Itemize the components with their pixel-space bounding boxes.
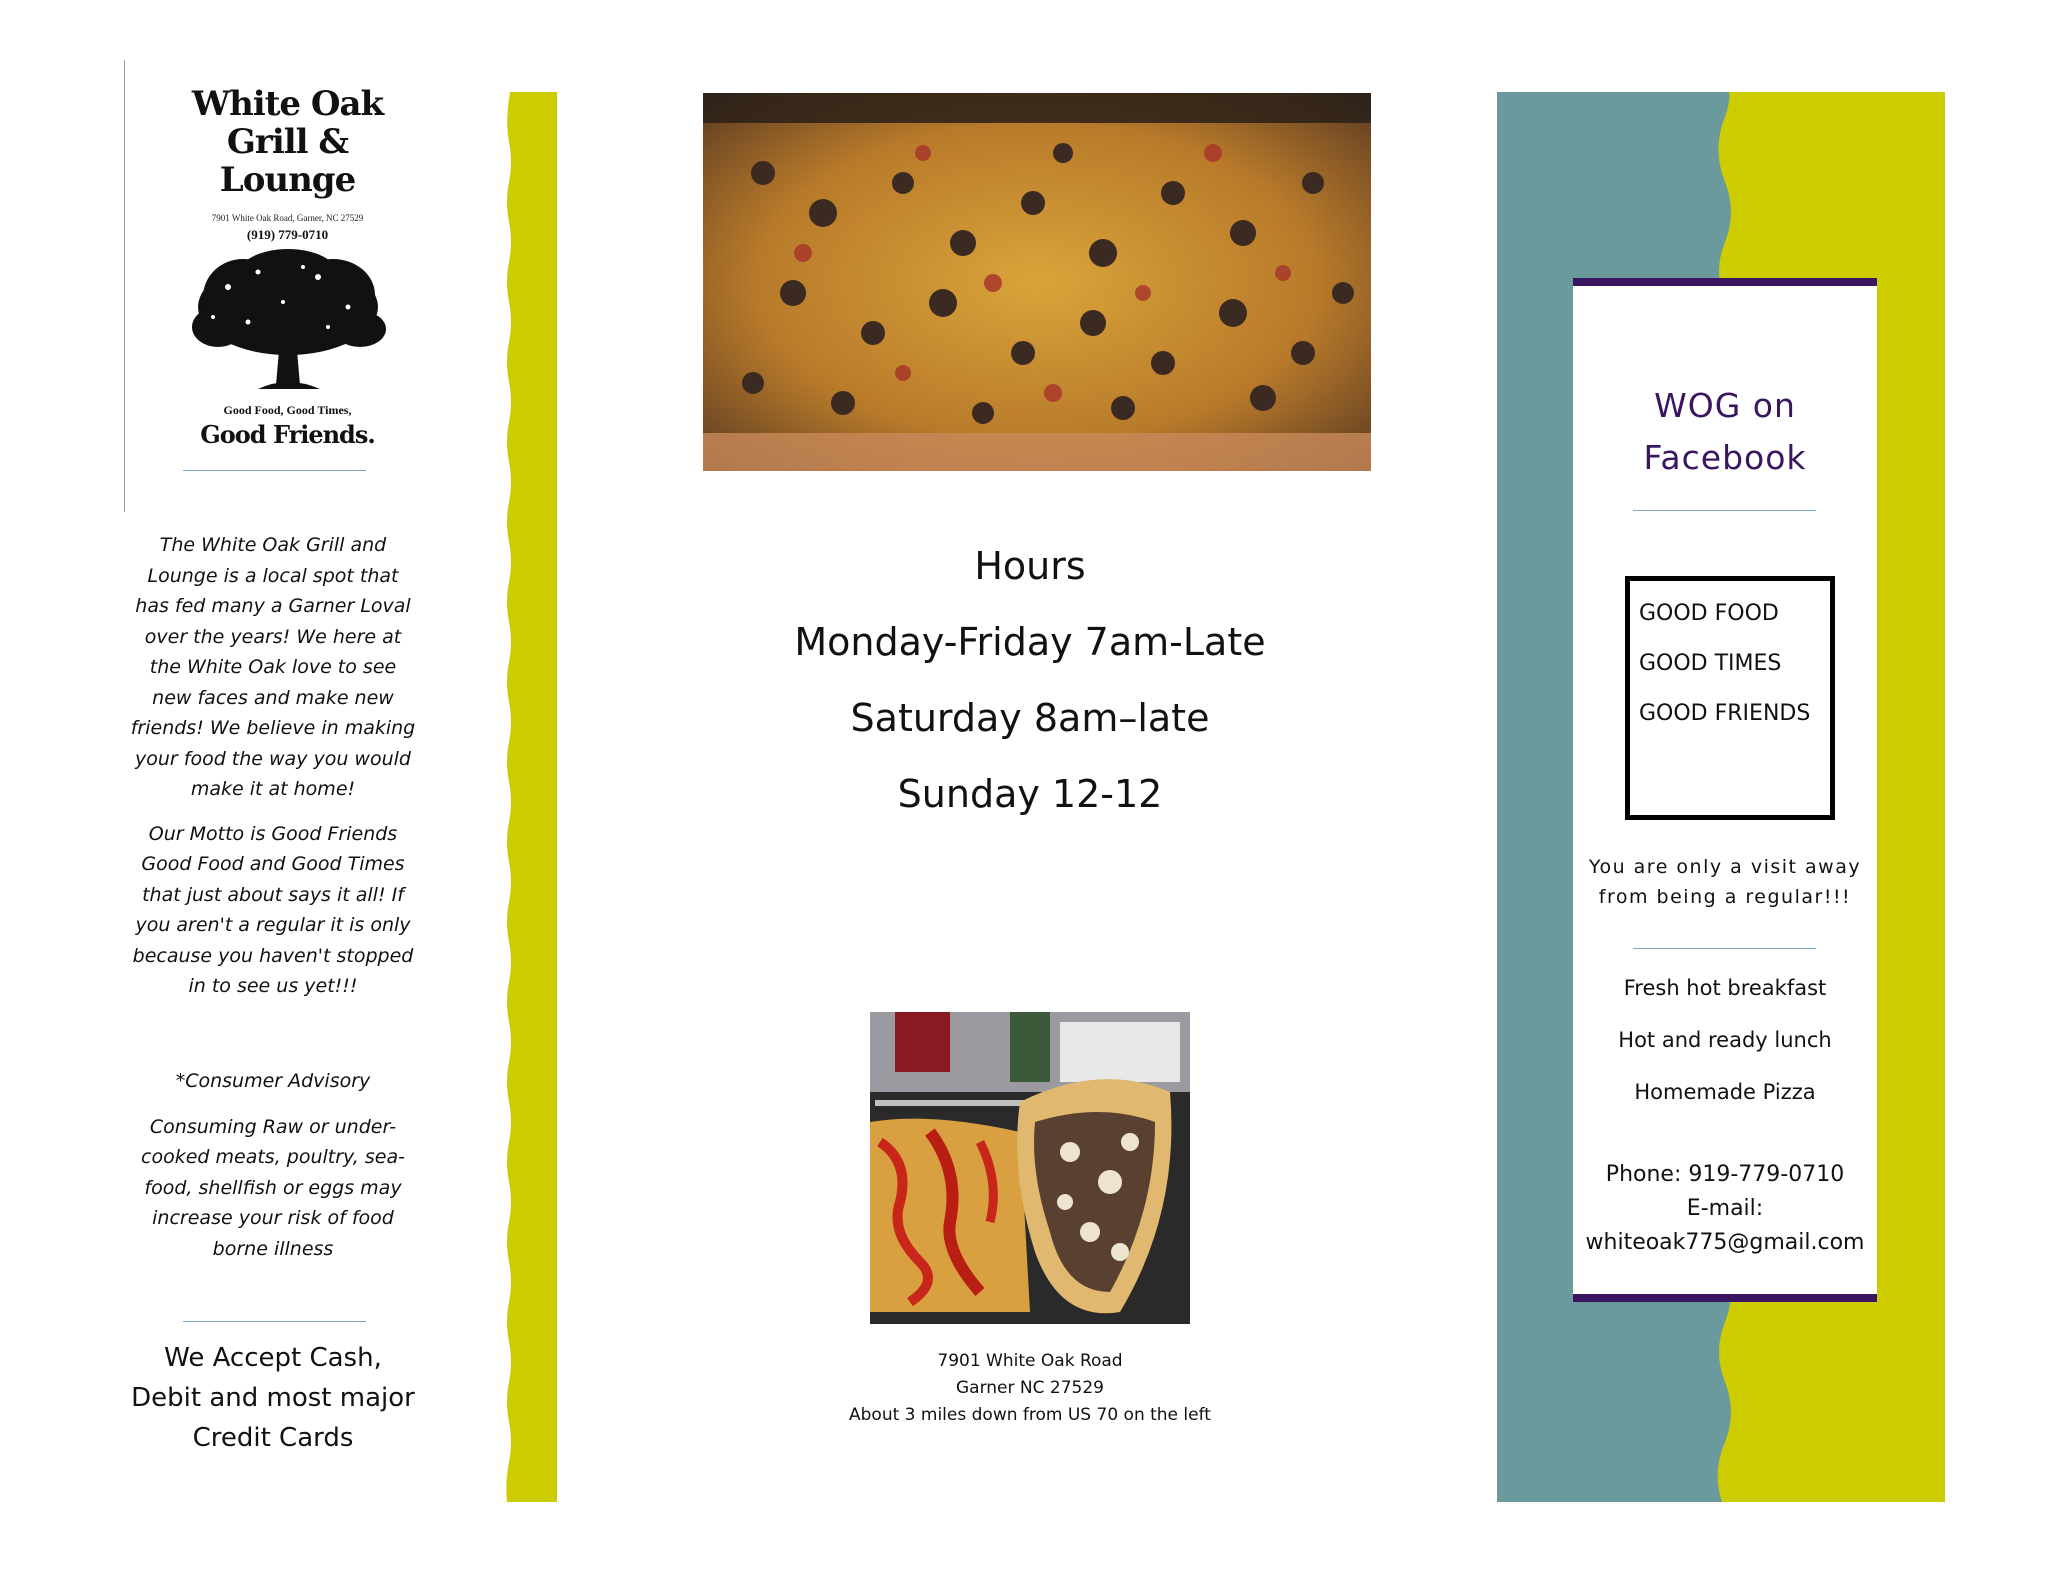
motto-box <box>1625 576 1835 820</box>
payment-info: We Accept Cash, Debit and most major Credit Cards <box>131 1343 415 1453</box>
facebook-heading-line2: Facebook <box>1643 438 1807 477</box>
feature-pizza: Homemade Pizza <box>1634 1080 1816 1104</box>
address-city: Garner NC 27529 <box>956 1378 1104 1398</box>
hours-saturday: Saturday 8am–late <box>850 696 1210 740</box>
left-divider-bottom <box>183 1321 366 1322</box>
left-decorative-strip <box>505 92 557 1502</box>
facebook-heading-line1: WOG on <box>1654 386 1796 425</box>
contact-email[interactable]: whiteoak775@gmail.com <box>1585 1230 1865 1255</box>
about-paragraph-1: The White Oak Grill and Lounge is a local spot that has fed many a Garner Loval over the years! We here at the White Oak love to see new faces and make new friends! We believe in making your food the way you would make it at home! <box>130 534 416 800</box>
left-divider-top <box>183 470 366 471</box>
motto-good-times: GOOD TIMES <box>1639 651 1782 676</box>
logo-tagline: Good Food, Good Times, <box>223 403 352 417</box>
right-divider-bottom <box>1633 948 1816 949</box>
address-block <box>810 1348 1250 1429</box>
motto-good-friends: GOOD FRIENDS <box>1639 701 1811 726</box>
logo-tagline-friends: Good Friends. <box>200 420 375 449</box>
right-divider-top <box>1633 510 1816 511</box>
consumer-advisory <box>128 1066 418 1264</box>
oak-tree-icon <box>188 247 388 397</box>
address-directions: About 3 miles down from US 70 on the left <box>849 1405 1211 1425</box>
about-section <box>128 530 418 1002</box>
cheesesteak-fries-photo <box>870 1012 1190 1324</box>
motto-good-food: GOOD FOOD <box>1639 601 1779 626</box>
advisory-title: *Consumer Advisory <box>175 1070 371 1092</box>
left-vertical-rule <box>124 60 125 512</box>
feature-breakfast: Fresh hot breakfast <box>1623 976 1827 1000</box>
about-paragraph-2: Our Motto is Good Friends Good Food and Good Times that just about says it all! If you aren't a regular it is only because you haven't stopped in to see us yet!!! <box>132 822 414 997</box>
contact-phone[interactable]: Phone: 919-779-0710 <box>1605 1162 1845 1187</box>
logo-title-line1: White Oak <box>191 84 384 124</box>
contact-block <box>1573 1158 1877 1260</box>
feature-lunch: Hot and ready lunch <box>1618 1028 1832 1052</box>
regular-tagline: You are only a visit away from being a regular!!! <box>1588 856 1862 908</box>
logo-address: 7901 White Oak Road, Garner, NC 27529 <box>211 213 364 223</box>
logo <box>165 84 410 449</box>
hours-section <box>760 528 1300 832</box>
facebook-heading[interactable] <box>1573 380 1877 484</box>
hours-weekday: Monday-Friday 7am-Late <box>794 620 1266 664</box>
address-street: 7901 White Oak Road <box>937 1351 1123 1371</box>
logo-phone: (919) 779-0710 <box>246 227 329 242</box>
hours-sunday: Sunday 12-12 <box>897 772 1163 816</box>
logo-title-line2: Grill & Lounge <box>219 122 356 200</box>
hours-title: Hours <box>974 544 1086 588</box>
contact-email-label: E-mail: <box>1686 1196 1764 1221</box>
advisory-text: Consuming Raw or under-cooked meats, poultry, sea-food, shellfish or eggs may increase your risk of food borne illness <box>141 1115 405 1260</box>
pizza-photo <box>703 93 1371 471</box>
